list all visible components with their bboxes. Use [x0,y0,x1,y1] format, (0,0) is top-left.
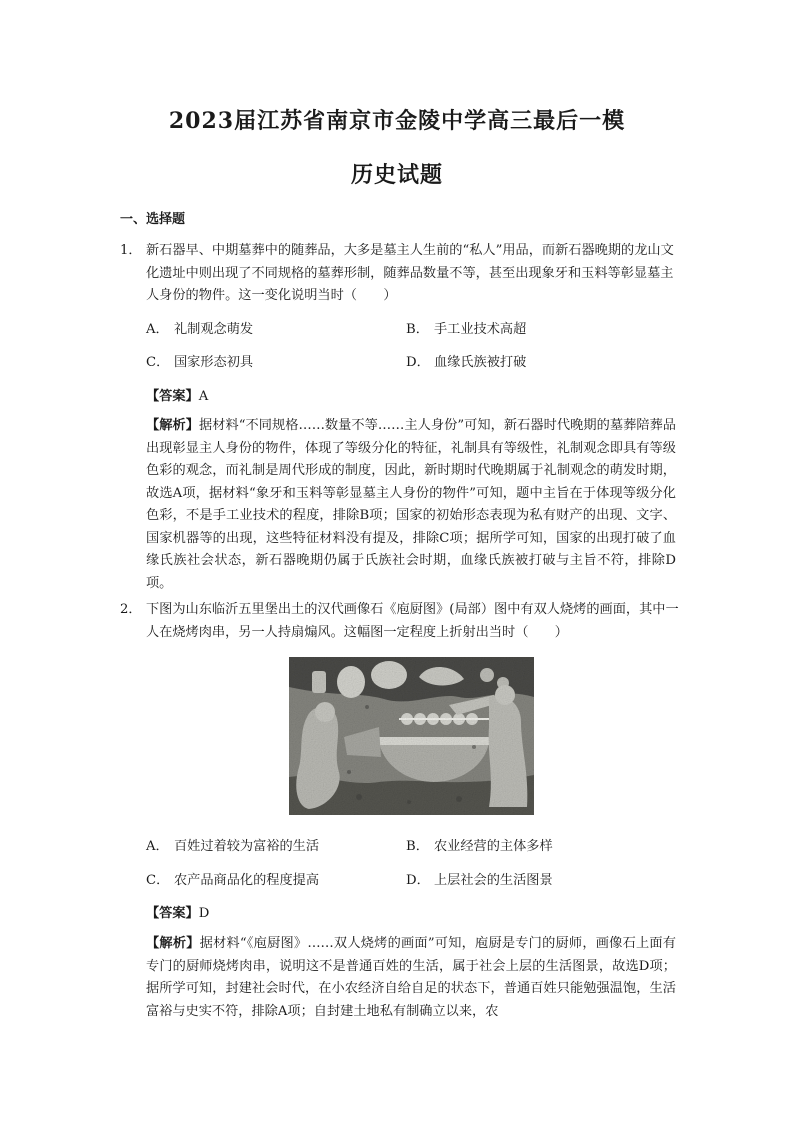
section-heading: 一、选择题 [120,212,186,227]
question-2-answer [146,902,209,921]
option-c[interactable] [146,351,253,370]
question-number: 2． [120,602,142,617]
document-subtitle: 历史试题 [350,162,443,188]
stone-relief-drawing [289,657,534,815]
question-number: 1． [120,243,142,258]
answer-tag: 【答案】 [146,389,199,404]
document-title: 2023届江苏省南京市金陵中学高三最后一模 [168,108,626,134]
option-b[interactable] [406,318,526,337]
question-text: 下图为山东临沂五里堡出土的汉代画像石《庖厨图》(局部）图中有双人烧烤的画面，其中一人在烧烤肉串，另一人持扇煽风。这幅图一定程度上折射出当时（ ） [146,602,679,640]
option-label: C． [146,355,170,370]
question-1-analysis [146,415,676,595]
analysis-tag: 【解析】 [146,936,200,951]
option-b[interactable] [406,835,553,854]
option-label: C． [146,873,170,888]
option-label: A． [146,322,169,337]
answer-value: D [198,906,210,921]
question-2-stem [120,599,680,644]
analysis-text: 据材料“《庖厨图》……双人烧烤的画面”可知，庖厨是专门的厨师，画像石上面有专门的厨师烧烤肉串，说明这不是普通百姓的生活，属于社会上层的生活图景，故选D项；据所学可知，封建社会时代，在小农经济自给自足的状态下，普通百姓只能勉强温饱，生活富裕与史实不符，排除A项；自封建土地私有制确立以来，农 [146,936,676,1019]
option-text: 手工业技术高超 [434,322,527,337]
answer-value: A [198,389,209,404]
question-text: 新石器早、中期墓葬中的随葬品，大多是墓主人生前的“私人”用品，而新石器晚期的龙山文化遗址中则出现了不同规格的墓葬形制，随葬品数量不等，甚至出现象牙和玉料等彰显墓主人身份的物件。这一变化说明当时（ ） [146,243,674,303]
analysis-text: 据材料“不同规格……数量不等……主人身份”可知，新石器时代晚期的墓葬陪葬品出现彰显主人身份的物件，体现了等级分化的特征，礼制具有等级性，礼制观念即具有等级色彩的观念，而礼制是周代形成的制度，因此，新时期时代晚期属于礼制观念的萌发时期，故选A项，据材料“象牙和玉料等彰显墓主人身份的物件”可知，题中主旨在于体现等级分化色彩，不是手工业技术的程度，排除B项；国家的初始形态表现为私有财产的出现、文字、国家机器等的出现，这些特征材料没有提及，排除C项；据所学可知，国家的出现打破了血缘氏族社会状态，新石器晚期仍属于氏族社会时期，血缘氏族被打破与主旨不符，排除D项。 [146,418,676,591]
option-c[interactable] [146,869,319,888]
option-text: 血缘氏族被打破 [434,355,527,370]
option-a[interactable] [146,835,319,854]
option-label: B． [406,839,429,854]
stone-relief-image [289,657,534,815]
question-1-stem [120,240,680,308]
option-a[interactable] [146,318,253,337]
option-label: D． [406,873,430,888]
option-d[interactable] [406,869,553,888]
option-text: 上层社会的生活图景 [434,873,553,888]
option-text: 国家形态初具 [174,355,254,370]
answer-tag: 【答案】 [146,906,199,921]
question-1-answer [146,385,208,404]
option-d[interactable] [406,351,526,370]
option-label: B． [406,322,429,337]
analysis-tag: 【解析】 [146,418,199,433]
option-text: 礼制观念萌发 [174,322,254,337]
option-text: 农产品商品化的程度提高 [174,873,320,888]
option-label: A． [146,839,169,854]
option-text: 百姓过着较为富裕的生活 [174,839,320,854]
question-2-analysis [146,933,676,1023]
option-text: 农业经营的主体多样 [434,839,553,854]
option-label: D． [406,355,430,370]
